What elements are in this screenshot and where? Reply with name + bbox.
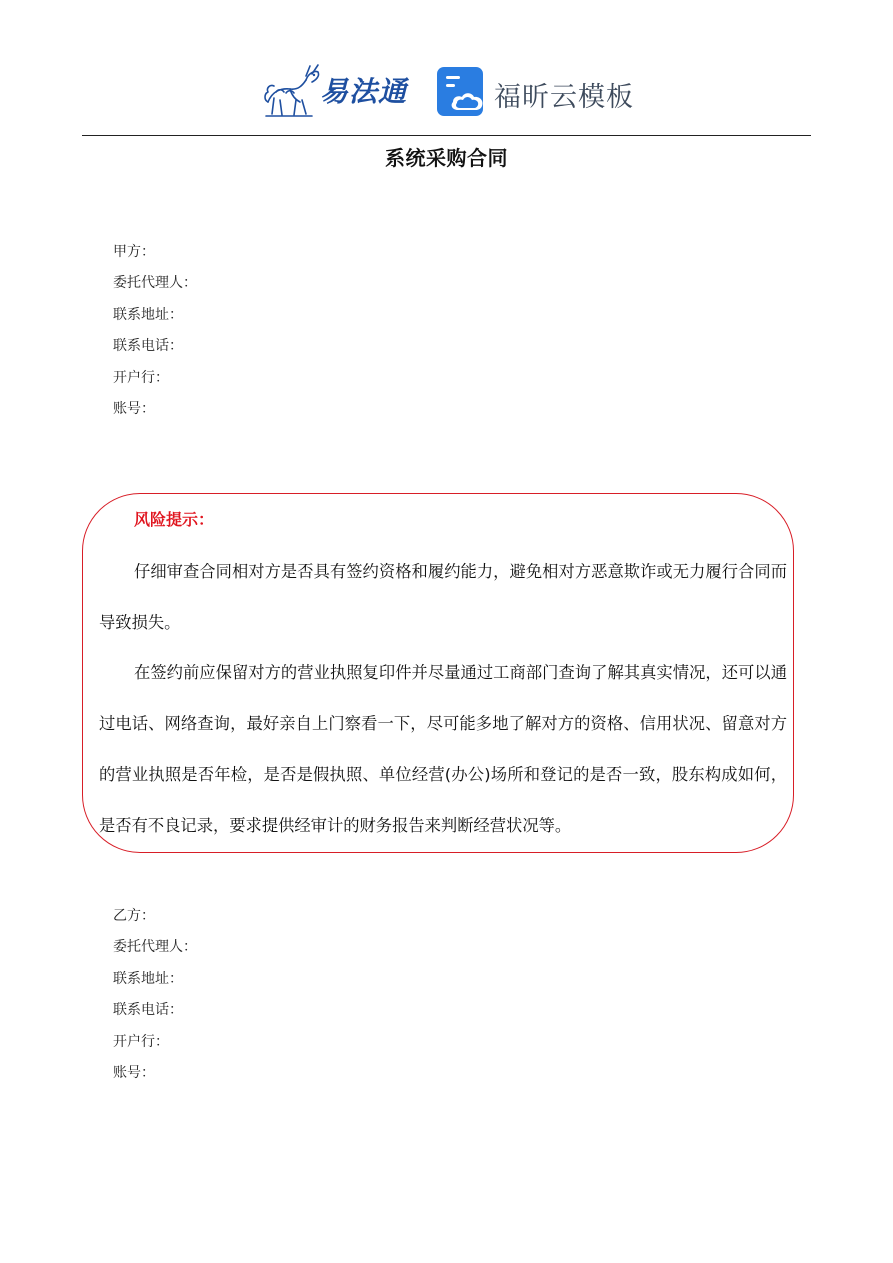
fuxin-logo xyxy=(436,66,636,118)
party-b-bank-label: 开户行： xyxy=(113,1033,169,1050)
risk-notice-title: 风险提示： xyxy=(134,510,215,529)
document-title: 系统采购合同 xyxy=(385,146,508,170)
yifatong-wordmark: 易法通 xyxy=(320,75,408,108)
party-b-agent-label: 委托代理人： xyxy=(113,939,197,956)
party-a-block xyxy=(113,237,197,425)
party-a-name-label: 甲方： xyxy=(113,244,155,260)
fuxin-wordmark: 福昕云模板 xyxy=(494,82,634,113)
page-header xyxy=(0,58,893,122)
document-cloud-icon xyxy=(436,66,488,118)
party-b-block xyxy=(113,901,197,1089)
party-a-account-label: 账号： xyxy=(113,400,155,417)
yifatong-logo xyxy=(262,62,412,120)
header-divider xyxy=(82,135,811,136)
risk-paragraph: 在签约前应保留对方的营业执照复印件并尽量通过工商部门查询了解其真实情况，还可以通过电话、网络查询，最好亲自上门察看一下，尽可能多地了解对方的资格、信用状况、留意对方的营业执照是否年检，是否是假执照、单位经营(办公)场所和登记的是否一致，股东构成如何，是否有不良记录，要求提供经审计的财务报告来判断经营状况等。 xyxy=(99,663,787,835)
party-b-address-label: 联系地址： xyxy=(113,970,183,987)
party-a-agent-label: 委托代理人： xyxy=(113,275,197,292)
qilin-icon xyxy=(262,62,324,120)
party-b-phone-label: 联系电话： xyxy=(113,1002,183,1019)
party-a-address-label: 联系地址： xyxy=(113,306,183,323)
risk-paragraph: 仔细审查合同相对方是否具有签约资格和履约能力，避免相对方恶意欺诈或无力履行合同而导致损失。 xyxy=(99,562,787,632)
party-a-phone-label: 联系电话： xyxy=(113,338,183,355)
party-a-bank-label: 开户行： xyxy=(113,369,169,386)
party-b-name-label: 乙方： xyxy=(113,908,155,924)
party-b-account-label: 账号： xyxy=(113,1064,155,1081)
